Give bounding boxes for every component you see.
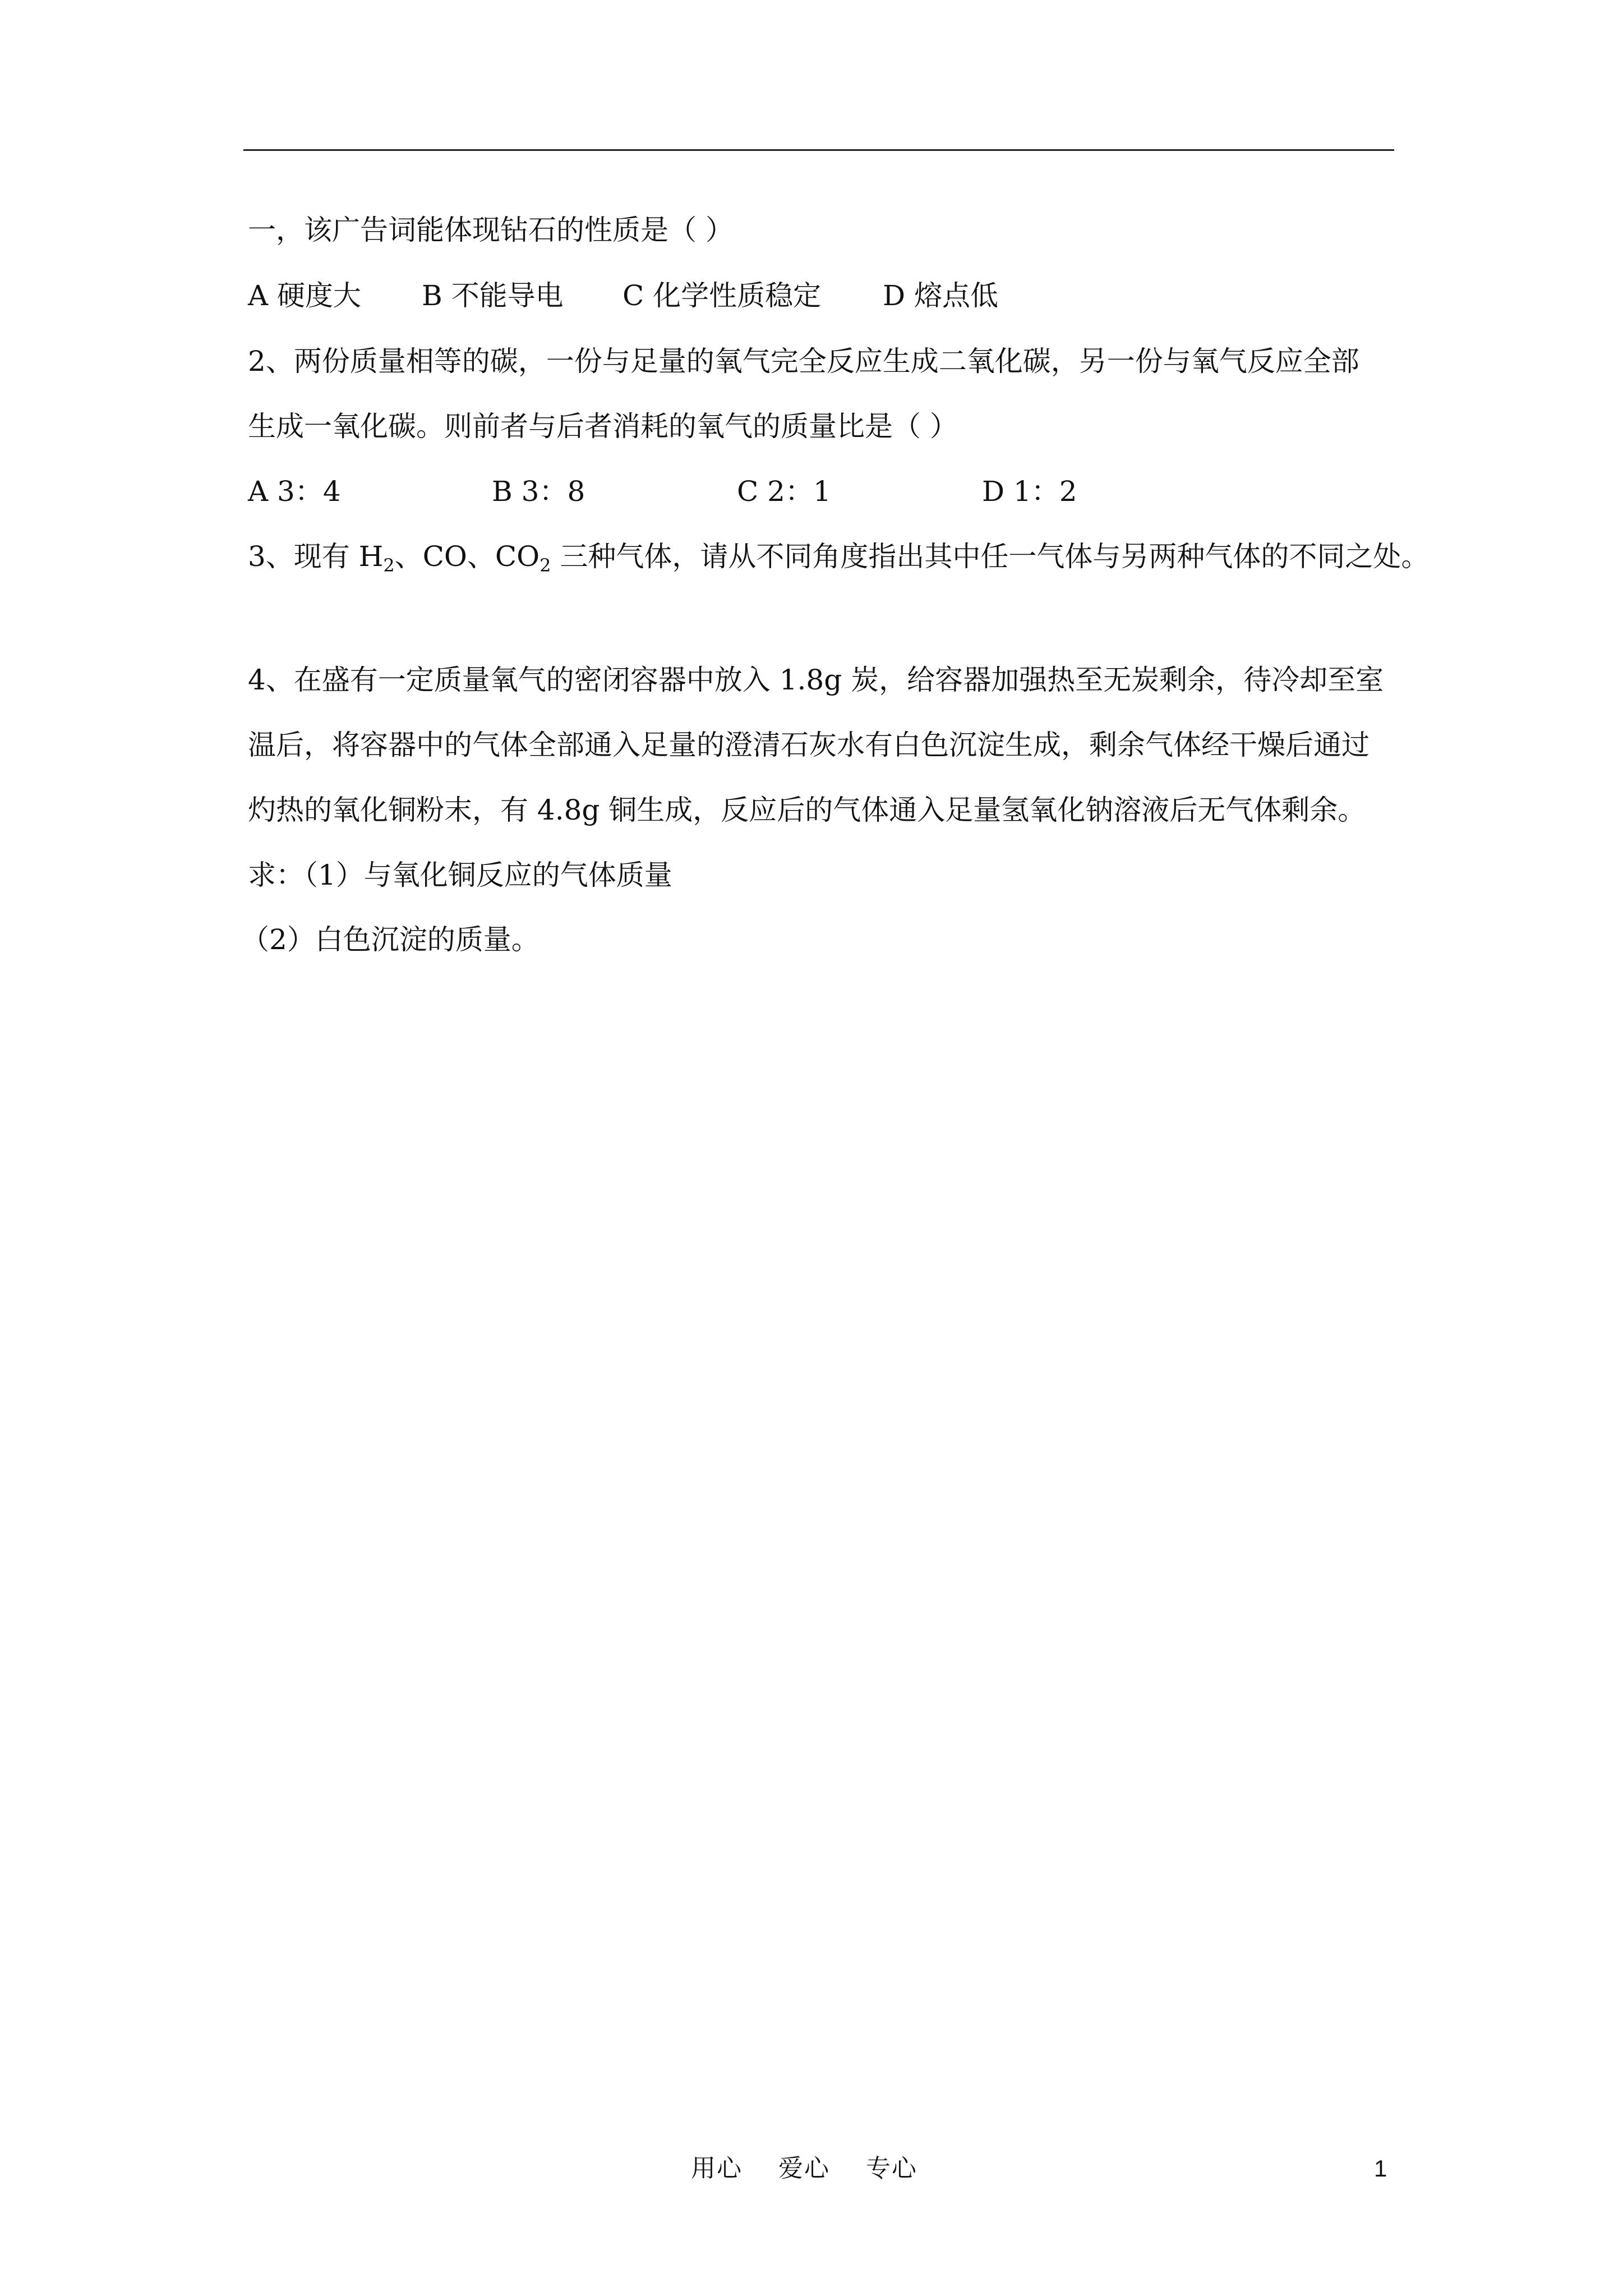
- question-4-line-4: 求：（1）与氧化铜反应的气体质量: [248, 859, 672, 891]
- question-2-option-c: C 2：1: [737, 475, 831, 508]
- question-4-line-2: 温后，将容器中的气体全部通入足量的澄清石灰水有白色沉淀生成，剩余气体经干燥后通过: [248, 729, 1370, 761]
- page-number: 1: [1374, 2155, 1387, 2182]
- h2-subscript: 2: [383, 555, 395, 576]
- question-4-line-5: （2）白色沉淀的质量。: [241, 923, 540, 956]
- question-2-option-b: B 3：8: [492, 475, 585, 508]
- question-1-option-c: C 化学性质稳定: [623, 279, 822, 312]
- footer-motto: 用心 爱心 专心: [691, 2154, 917, 2183]
- question-1-option-b: B 不能导电: [422, 279, 564, 312]
- header-rule: [243, 149, 1394, 151]
- question-3-mid: 、CO、CO: [394, 540, 540, 573]
- question-4-line-1: 4、在盛有一定质量氧气的密闭容器中放入 1.8g 炭，给容器加强热至无炭剩余，待冷却至室: [248, 664, 1384, 696]
- question-1-option-d: D 熔点低: [883, 279, 998, 312]
- question-4-line-3: 灼热的氧化铜粉末，有 4.8g 铜生成，反应后的气体通入足量氢氧化钠溶液后无气体剩余。: [248, 794, 1366, 826]
- question-2-line-1: 2、两份质量相等的碳，一份与足量的氧气完全反应生成二氧化碳，另一份与氧气反应全部: [248, 345, 1359, 378]
- question-3-suffix: 三种气体，请从不同角度指出其中任一气体与另两种气体的不同之处。: [551, 540, 1430, 573]
- co2-subscript: 2: [540, 555, 551, 576]
- question-1-stem: 一，该广告词能体现钻石的性质是（ ）: [248, 214, 734, 246]
- question-3-prefix: 3、现有 H: [248, 540, 384, 573]
- question-1-option-a: A 硬度大: [248, 279, 362, 312]
- question-2-line-2: 生成一氧化碳。则前者与后者消耗的氧气的质量比是（ ）: [248, 410, 958, 443]
- question-2-option-a: A 3：4: [248, 475, 341, 508]
- question-3-text: [248, 540, 1430, 576]
- question-2-option-d: D 1：2: [982, 475, 1077, 508]
